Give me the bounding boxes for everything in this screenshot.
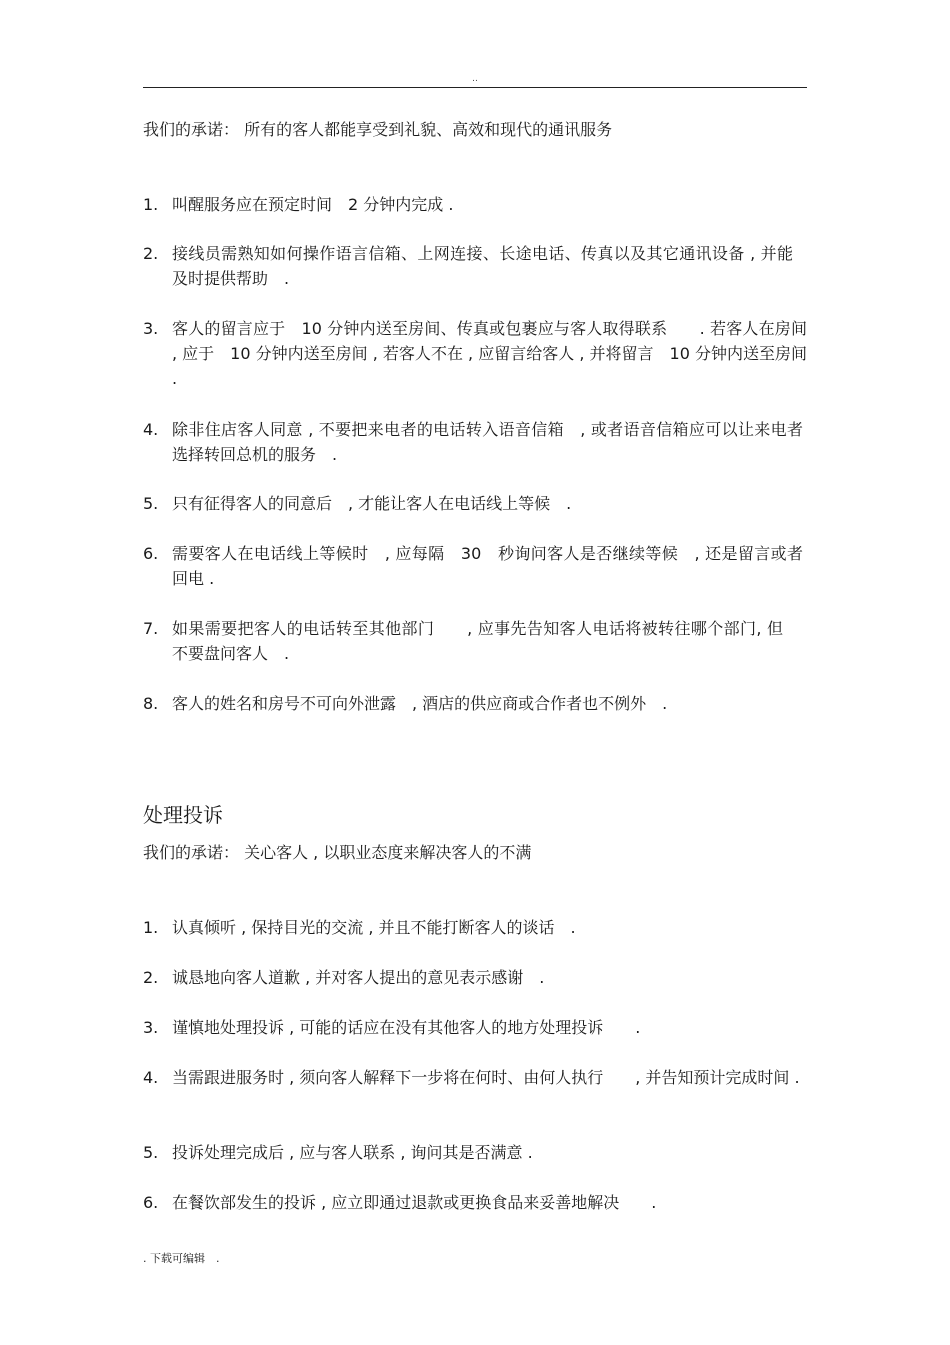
list-item-number: 2.: [143, 244, 159, 263]
list-item-text: 需要客人在电话线上等候时 , 应每隔 30 秒询问客人是否继续等候 , 还是留言或者回电 .: [172, 544, 803, 588]
list-item-text: 谨慎地处理投诉 , 可能的话应在没有其他客人的地方处理投诉 .: [172, 1018, 641, 1037]
list-item: [143, 491, 813, 516]
list-item-number: 5.: [143, 494, 159, 513]
list-item-text: 除非住店客人同意 , 不要把来电者的电话转入语音信箱 , 或者语音信箱应可以让来电者选择转回总机的服务 .: [172, 420, 803, 464]
footer-note: . 下载可编辑 .: [143, 1252, 220, 1265]
list-item-number: 4.: [143, 420, 159, 439]
list-item: [143, 965, 813, 990]
promise-statement-complaints: 我们的承诺： 关心客人 , 以职业态度来解决客人的不满: [143, 843, 532, 862]
list-item-text: 客人的留言应于 10 分钟内送至房间、传真或包裹应与客人取得联系 . 若客人在房间 , 应于 10 分钟内送至房间 , 若客人不在 , 应留言给客人 , 并将留言 10 分钟内送至房间 .: [172, 319, 807, 388]
list-item: [143, 1015, 813, 1040]
list-item: [143, 915, 813, 940]
list-item-text: 接线员需熟知如何操作语言信箱、上网连接、长途电话、传真以及其它通讯设备 , 并能及时提供帮助 .: [172, 244, 793, 288]
list-item: [143, 192, 813, 217]
list-item: [143, 417, 803, 467]
list-item: [143, 1065, 807, 1090]
list-item: [143, 1190, 813, 1215]
list-item-text: 叫醒服务应在预定时间 2 分钟内完成 .: [172, 195, 454, 214]
list-item-number: 1.: [143, 195, 159, 214]
header-rule: [143, 87, 807, 88]
list-item-number: 3.: [143, 1018, 159, 1037]
list-item: [143, 241, 793, 291]
list-item-text: 诚恳地向客人道歉 , 并对客人提出的意见表示感谢 .: [172, 968, 545, 987]
list-item-text: 投诉处理完成后 , 应与客人联系 , 询问其是否满意 .: [172, 1143, 533, 1162]
list-item: [143, 541, 803, 591]
list-item-text: 客人的姓名和房号不可向外泄露 , 酒店的供应商或合作者也不例外 .: [172, 694, 668, 713]
list-item-number: 6.: [143, 544, 159, 563]
list-item-text: 在餐饮部发生的投诉 , 应立即通过退款或更换食品来妥善地解决 .: [172, 1193, 657, 1212]
list-item-number: 2.: [143, 968, 159, 987]
list-item-number: 4.: [143, 1068, 159, 1087]
list-item-text: 认真倾听 , 保持目光的交流 , 并且不能打断客人的谈话 .: [172, 918, 576, 937]
section-title-complaints: 处理投诉: [143, 803, 223, 827]
promise-statement-communication: 我们的承诺： 所有的客人都能享受到礼貌、高效和现代的通讯服务: [143, 120, 613, 139]
list-item-number: 8.: [143, 694, 159, 713]
list-item: [143, 316, 807, 391]
list-item: [143, 691, 813, 716]
list-item-text: 当需跟进服务时 , 须向客人解释下一步将在何时、由何人执行 , 并告知预计完成时间 .: [172, 1068, 800, 1087]
list-item-text: 只有征得客人的同意后 , 才能让客人在电话线上等候 .: [172, 494, 572, 513]
list-item-number: 1.: [143, 918, 159, 937]
header-mark: ..: [472, 74, 478, 84]
list-item-number: 6.: [143, 1193, 159, 1212]
list-item: [143, 616, 783, 666]
list-item-number: 5.: [143, 1143, 159, 1162]
list-item-text: 如果需要把客人的电话转至其他部门 , 应事先告知客人电话将被转往哪个部门, 但不要盘问客人 .: [172, 619, 783, 663]
list-item: [143, 1140, 813, 1165]
list-item-number: 3.: [143, 319, 159, 338]
list-item-number: 7.: [143, 619, 159, 638]
